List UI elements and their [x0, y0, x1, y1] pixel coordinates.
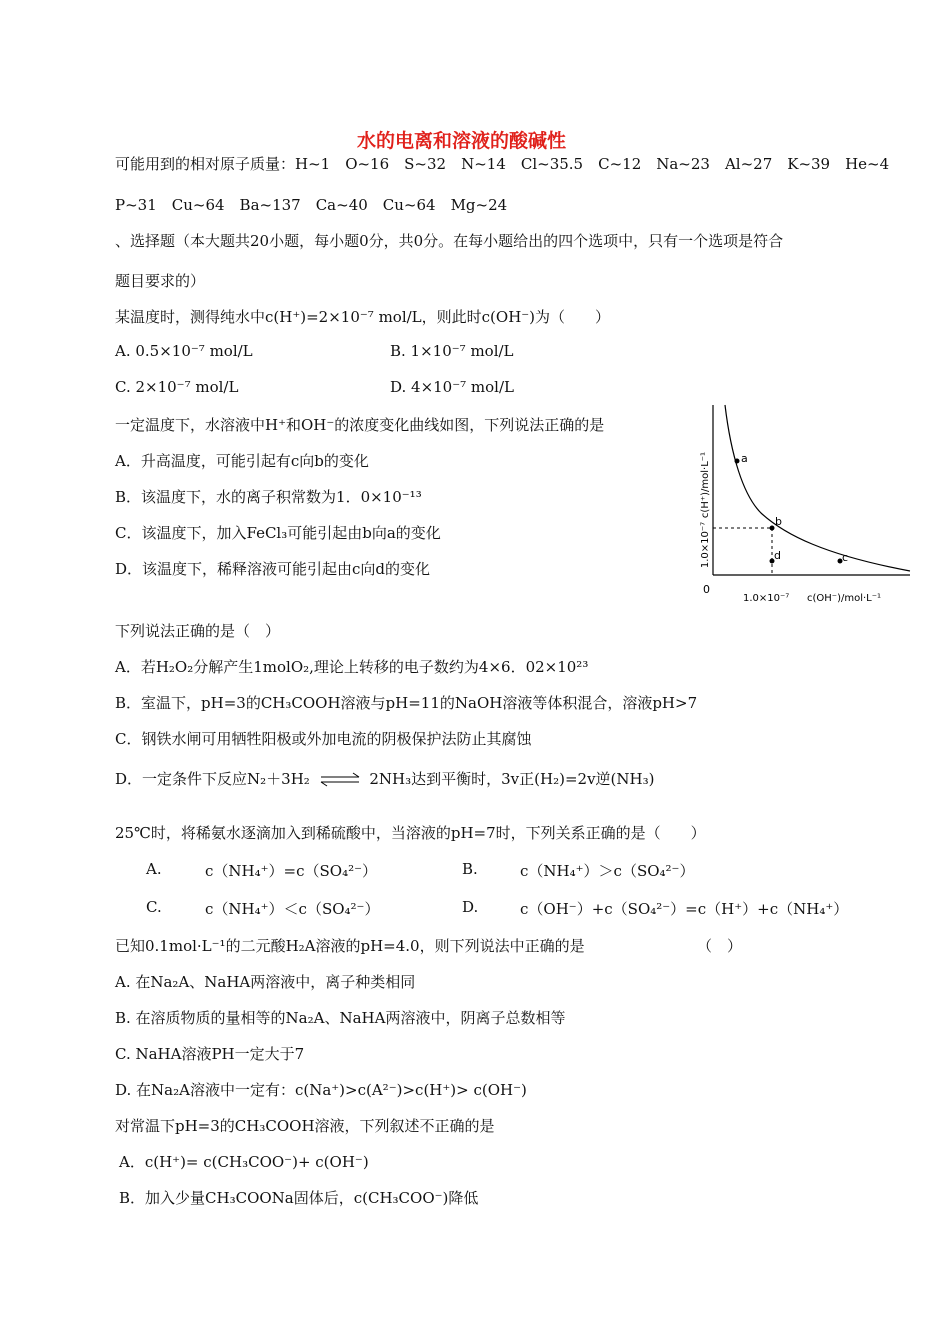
- ion-concentration-graph: [695, 395, 920, 610]
- point-a-label: a: [741, 452, 748, 465]
- q3-option-d-prefix: D．一定条件下反应N₂＋3H₂: [115, 770, 310, 788]
- q6-stem: 对常温下pH=3的CH₃COOH溶液，下列叙述不正确的是: [115, 1117, 495, 1135]
- equilibrium-arrow-icon: [319, 772, 361, 788]
- q1-stem: 某温度时，测得纯水中c(H⁺)=2×10⁻⁷ mol/L，则此时c(OH⁻)为（ ）: [115, 308, 611, 326]
- q3-stem: 下列说法正确的是（ ）: [115, 622, 281, 640]
- section-heading-line-2: 题目要求的）: [115, 272, 206, 290]
- q2-option-c: C．该温度下，加入FeCl₃可能引起由b向a的变化: [115, 524, 441, 542]
- section-heading-line-1: 、选择题（本大题共20小题，每小题0分，共0分。在每小题给出的四个选项中，只有一个选项是符合: [115, 232, 784, 250]
- point-d-label: d: [774, 549, 781, 562]
- q6-option-a: A．c(H⁺)= c(CH₃COO⁻)+ c(OH⁻): [119, 1153, 369, 1171]
- ion-product-curve: [725, 405, 910, 571]
- q2-option-b: B．该温度下，水的离子积常数为1．0×10⁻¹³: [115, 488, 422, 506]
- q1-option-a: A. 0.5×10⁻⁷ mol/L: [115, 342, 253, 360]
- q5-stem: 已知0.1mol·L⁻¹的二元酸H₂A溶液的pH=4.0，则下列说法中正确的是: [115, 937, 585, 955]
- q4-option-c: c（NH₄⁺）＜c（SO₄²⁻）: [205, 900, 380, 918]
- y-tick-label: 1.0×10⁻⁷: [700, 521, 711, 569]
- q1-option-b: B. 1×10⁻⁷ mol/L: [390, 342, 514, 360]
- q5-option-a: A. 在Na₂A、NaHA两溶液中，离子种类相同: [115, 973, 416, 991]
- q1-option-d: D. 4×10⁻⁷ mol/L: [390, 378, 514, 396]
- point-b: [770, 526, 775, 531]
- q3-option-a: A．若H₂O₂分解产生1molO₂,理论上转移的电子数约为4×6．02×10²³: [115, 658, 589, 676]
- point-b-label: b: [775, 515, 782, 528]
- q5-option-d: D. 在Na₂A溶液中一定有：c(Na⁺)>c(A²⁻)>c(H⁺)> c(OH⁻): [115, 1081, 527, 1099]
- y-axis-label: c(H⁺)/mol·L⁻¹: [700, 451, 711, 519]
- x-tick-label: 1.0×10⁻⁷: [743, 593, 790, 604]
- q1-option-c: C. 2×10⁻⁷ mol/L: [115, 378, 239, 396]
- q2-option-a: A．升高温度，可能引起有c向b的变化: [115, 452, 369, 470]
- q4-option-a-label: A.: [146, 860, 162, 878]
- q4-option-d-label: D.: [462, 898, 479, 916]
- q3-option-d: [115, 768, 654, 789]
- q4-option-b-label: B.: [462, 860, 478, 878]
- q3-option-c: C．钢铁水闸可用牺牲阳极或外加电流的阴极保护法防止其腐蚀: [115, 730, 532, 748]
- q6-option-b: B．加入少量CH₃COONa固体后，c(CH₃COO⁻)降低: [119, 1189, 479, 1207]
- q5-option-c: C. NaHA溶液PH一定大于7: [115, 1045, 305, 1063]
- atomic-masses-line-2: P~31 Cu~64 Ba~137 Ca~40 Cu~64 Mg~24: [115, 196, 508, 214]
- q4-option-b: c（NH₄⁺）＞c（SO₄²⁻）: [520, 862, 695, 880]
- q5-answer-paren: （ ）: [697, 937, 743, 955]
- q5-option-b: B. 在溶质物质的量相等的Na₂A、NaHA两溶液中，阴离子总数相等: [115, 1009, 566, 1027]
- q2-stem: 一定温度下，水溶液中H⁺和OH⁻的浓度变化曲线如图，下列说法正确的是: [115, 416, 605, 434]
- page-title: 水的电离和溶液的酸碱性: [357, 130, 567, 152]
- origin-label: 0: [703, 583, 710, 596]
- atomic-masses-line-1: 可能用到的相对原子质量：H~1 O~16 S~32 N~14 Cl~35.5 C~12 Na~23 Al~27 K~39 He~4: [115, 155, 890, 173]
- q2-option-d: D．该温度下，稀释溶液可能引起由c向d的变化: [115, 560, 431, 578]
- point-a: [735, 459, 740, 464]
- point-c-label: c: [842, 551, 849, 564]
- x-axis-label: c(OH⁻)/mol·L⁻¹: [807, 593, 882, 604]
- q3-option-d-suffix: 2NH₃达到平衡时，3v正(H₂)=2v逆(NH₃): [369, 770, 655, 788]
- q3-option-b: B．室温下，pH=3的CH₃COOH溶液与pH=11的NaOH溶液等体积混合，溶液pH>7: [115, 694, 698, 712]
- q4-option-a: c（NH₄⁺）=c（SO₄²⁻）: [205, 862, 378, 880]
- q4-option-c-label: C.: [146, 898, 162, 916]
- q4-option-d: c（OH⁻）+c（SO₄²⁻）=c（H⁺）+c（NH₄⁺）: [520, 900, 849, 918]
- q4-stem: 25℃时，将稀氨水逐滴加入到稀硫酸中，当溶液的pH=7时，下列关系正确的是（ ）: [115, 824, 706, 842]
